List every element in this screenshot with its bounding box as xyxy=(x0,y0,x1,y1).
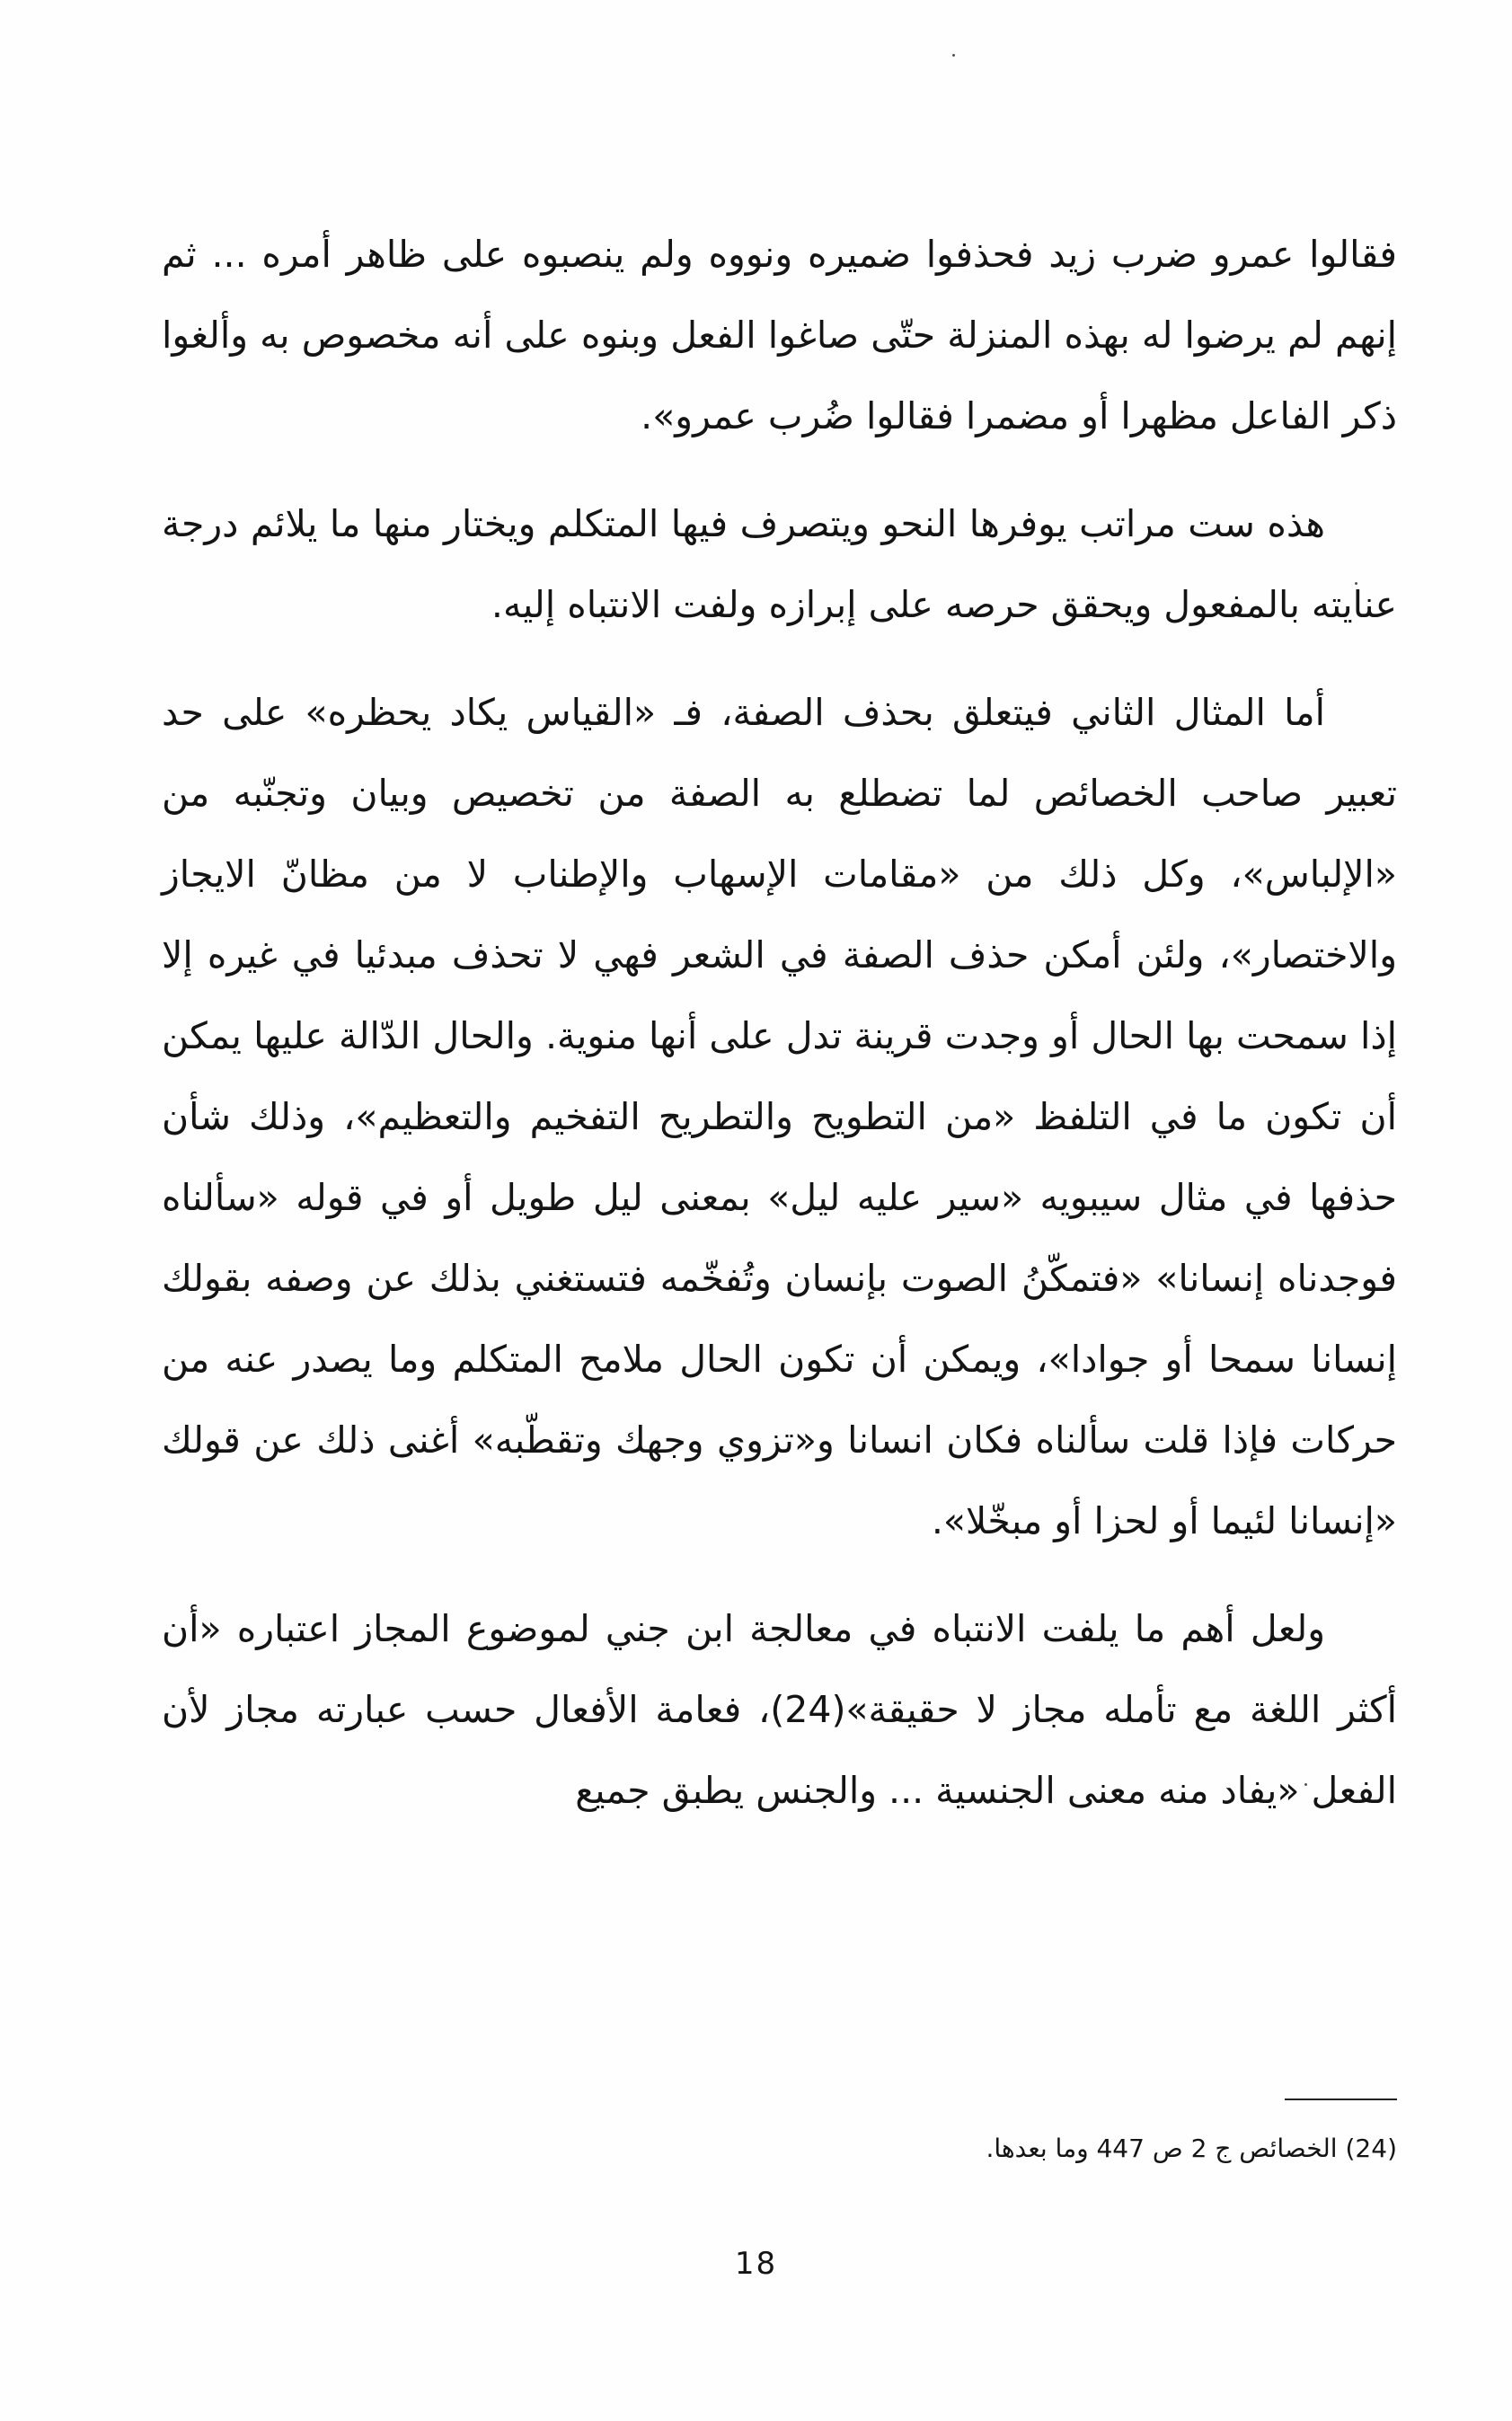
paragraph-1: فقالوا عمرو ضرب زيد فحذفوا ضميره ونووه ولم ينصبوه على ظاهر أمره ... ثم إنهم لم يرضوا له بهذه المنزلة حتّى صاغوا الفعل وبنوه على أنه مخصوص به وألغوا ذكر الفاعل مظهرا أو مضمرا فقالوا ضُرب عمرو». xyxy=(162,233,1397,437)
scan-speck xyxy=(952,54,955,57)
paragraph-4: ولعل أهم ما يلفت الانتباه في معالجة ابن جني لموضوع المجاز اعتباره «أن أكثر اللغة مع تأمله مجاز لا حقيقة»(24)، فعامة الأفعال حسب عبارته مجاز لأن الفعل «يفاد منه معنى الجنسية ... والجنس يطبق جميع xyxy=(162,1607,1397,1812)
footnote: (24) الخصائص ج 2 ص 447 وما بعدها. xyxy=(986,2134,1397,2163)
page-number: 18 xyxy=(734,2246,778,2282)
paragraph-3: أما المثال الثاني فيتعلق بحذف الصفة، فـ «القياس يكاد يحظره» على حد تعبير صاحب الخصائص لما تضطلع به الصفة من تخصيص وبيان وتجنّبه من «الإلباس»، وكل ذلك من «مقامات الإسهاب والإطناب لا من مظانّ الايجاز والاختصار»، ولئن أمكن حذف الصفة في الشعر فهي لا تحذف مبدئيا في غيره إلا إذا سمحت بها الحال أو وجدت قرينة تدل على أنها منوية. والحال الدّالة عليها يمكن أن تكون ما في التلفظ «من التطويح والتطريح التفخيم والتعظيم»، وذلك شأن حذفها في مثال سيبويه «سير عليه ليل» بمعنى ليل طويل أو في قوله «سألناه فوجدناه إنسانا» «فتمكّنُ الصوت بإنسان وتُفخّمه فتستغني بذلك عن وصفه بقولك إنسانا سمحا أو جوادا»، ويمكن أن تكون الحال ملامح المتكلم وما يصدر عنه من حركات فإذا قلت سألناه فكان انسانا و«تزوي وجهك وتقطّبه» أغنى ذلك عن قولك «إنسانا لئيما أو لحزا أو مبخّلا». xyxy=(162,691,1397,1542)
body-text xyxy=(162,214,1397,1858)
footnote-separator xyxy=(1285,2098,1397,2100)
paragraph-2: هذه ست مراتب يوفرها النحو ويتصرف فيها المتكلم ويختار منها ما يلائم درجة عنايته بالمفعول ويحقق حرصه على إبرازه ولفت الانتباه إليه. xyxy=(162,502,1397,626)
